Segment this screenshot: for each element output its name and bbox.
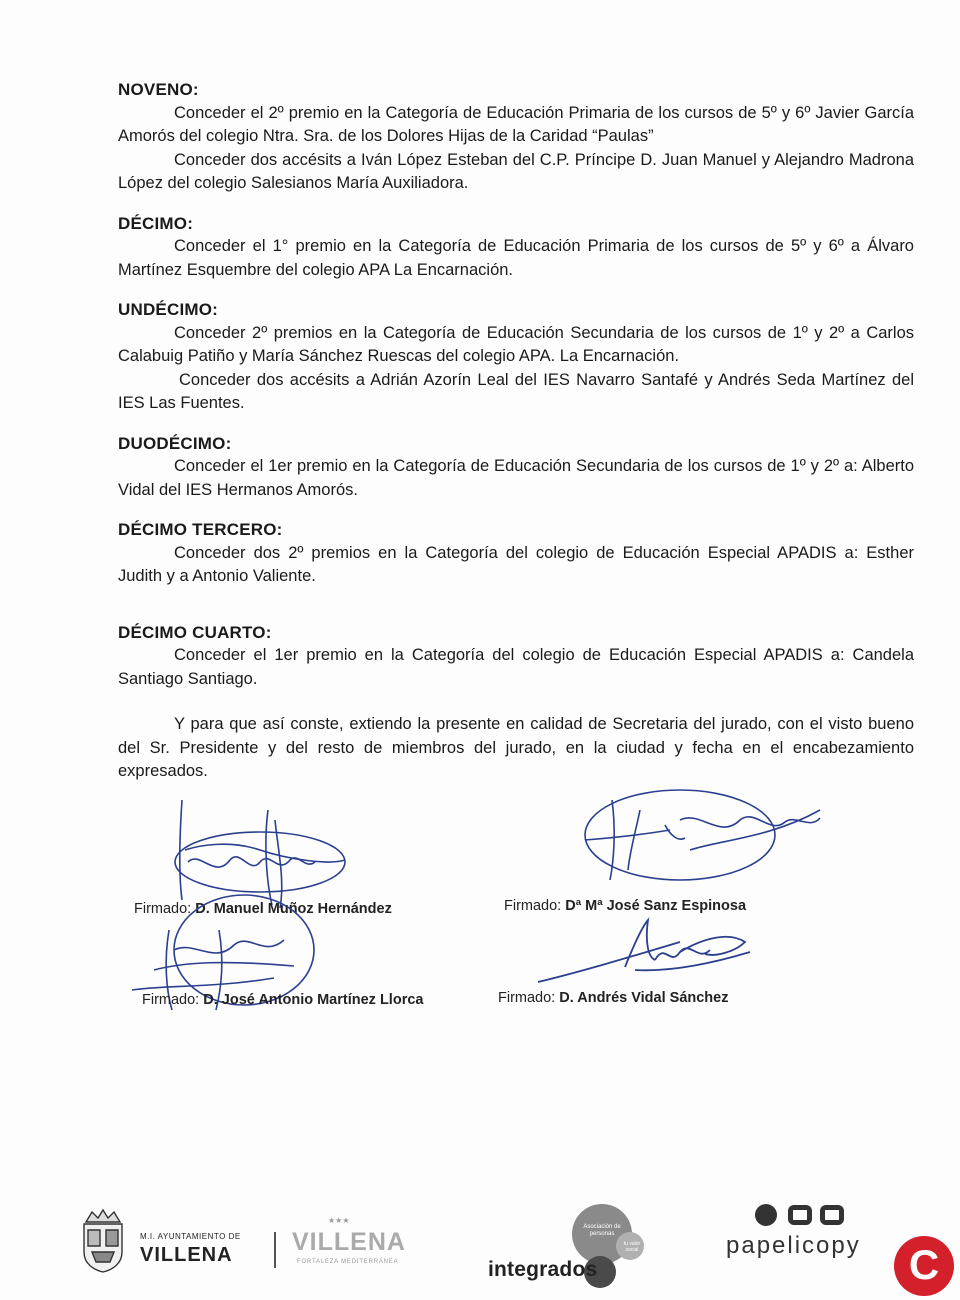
footer-divider: [274, 1232, 276, 1268]
integrados-bubble-text-2: tu valor social: [623, 1241, 641, 1253]
section-paragraph: Conceder el 2º premio en la Categoría de Educación Primaria de los cursos de 5º y 6º Javier García Amorós del colegio Ntra. Sra. de los Dolores Hijas de la Caridad “Paulas”: [118, 103, 914, 145]
papelicopy-logo: papelicopy: [726, 1232, 861, 1259]
signature-label-vidal: Firmado: D. Andrés Vidal Sánchez: [498, 990, 729, 1006]
section-heading: DÉCIMO:: [118, 213, 194, 233]
section-decimo-tercero: [118, 518, 914, 589]
brand-stars: ★★★: [328, 1216, 350, 1225]
closing-paragraph: Y para que así conste, extiendo la presente en calidad de Secretaria del jurado, con el visto bueno del Sr. Presidente y del resto de miembros del jurado, en la ciudad y fecha en el encabezamiento expresados.: [118, 715, 914, 780]
ayuntamiento-small-text: M.I. AYUNTAMIENTO DE: [140, 1232, 241, 1241]
coat-of-arms-icon: [78, 1208, 128, 1274]
signature-label-martinez: Firmado: D. José Antonio Martínez Llorca: [142, 992, 424, 1008]
watermark-logo-icon: [894, 1236, 954, 1296]
signature-label-munoz: Firmado: D. Manuel Muñoz Hernández: [134, 901, 392, 917]
section-heading: DUODÉCIMO:: [118, 433, 232, 453]
section-heading: UNDÉCIMO:: [118, 300, 219, 319]
papelicopy-icons: [752, 1202, 852, 1228]
watermark-logo-letter: C: [908, 1241, 940, 1288]
section-heading: NOVENO:: [118, 80, 199, 99]
ayuntamiento-name: VILLENA: [140, 1244, 233, 1266]
section-paragraph: Conceder dos accésits a Adrián Azorín Leal del IES Navarro Santafé y Andrés Seda Martínez del IES Las Fuentes.: [118, 370, 914, 412]
section-paragraph: Conceder el 1er premio en la Categoría de Educación Secundaria de los cursos de 1º y 2º a: Alberto Vidal del IES Hermanos Amorós.: [118, 457, 914, 499]
document-body: [118, 78, 914, 784]
section-noveno: [118, 78, 914, 196]
section-heading: DÉCIMO TERCERO:: [118, 520, 283, 539]
brand-tagline: FORTALEZA MEDITERRÁNEA: [297, 1259, 399, 1265]
signature-sanz: [570, 780, 840, 890]
section-undecimo: [118, 298, 914, 416]
integrados-bubble-text-1: Asociación de personas: [583, 1224, 621, 1237]
signature-label-sanz: Firmado: Dª Mª José Sanz Espinosa: [504, 898, 747, 914]
section-paragraph: Conceder el 1° premio en la Categoría de Educación Primaria de los cursos de 5º y 6º a Álvaro Martínez Esquembre del colegio APA La Encarnación.: [118, 237, 914, 279]
signature-vidal: [530, 912, 760, 992]
section-paragraph: Conceder dos accésits a Iván López Esteban del C.P. Príncipe D. Juan Manuel y Alejandro Madrona López del colegio Salesianos María Auxiliadora.: [118, 150, 914, 192]
integrados-logo: integrados: [488, 1258, 598, 1281]
section-duodecimo: [118, 432, 914, 503]
section-paragraph: Conceder 2º premios en la Categoría de Educación Secundaria de los cursos de 1º y 2º a Carlos Calabuig Patiño y María Sánchez Ruescas del colegio APA. La Encarnación.: [118, 323, 914, 365]
section-decimo-cuarto: [118, 621, 914, 692]
section-decimo: [118, 212, 914, 283]
section-paragraph: Conceder dos 2º premios en la Categoría del colegio de Educación Especial APADIS a: Esther Judith y a Antonio Valiente.: [118, 543, 914, 585]
section-paragraph: Conceder el 1er premio en la Categoría del colegio de Educación Especial APADIS a: Candela Santiago Santiago.: [118, 646, 914, 688]
section-heading: DÉCIMO CUARTO:: [118, 622, 272, 642]
brand-villena-logo: VILLENA: [292, 1228, 406, 1256]
